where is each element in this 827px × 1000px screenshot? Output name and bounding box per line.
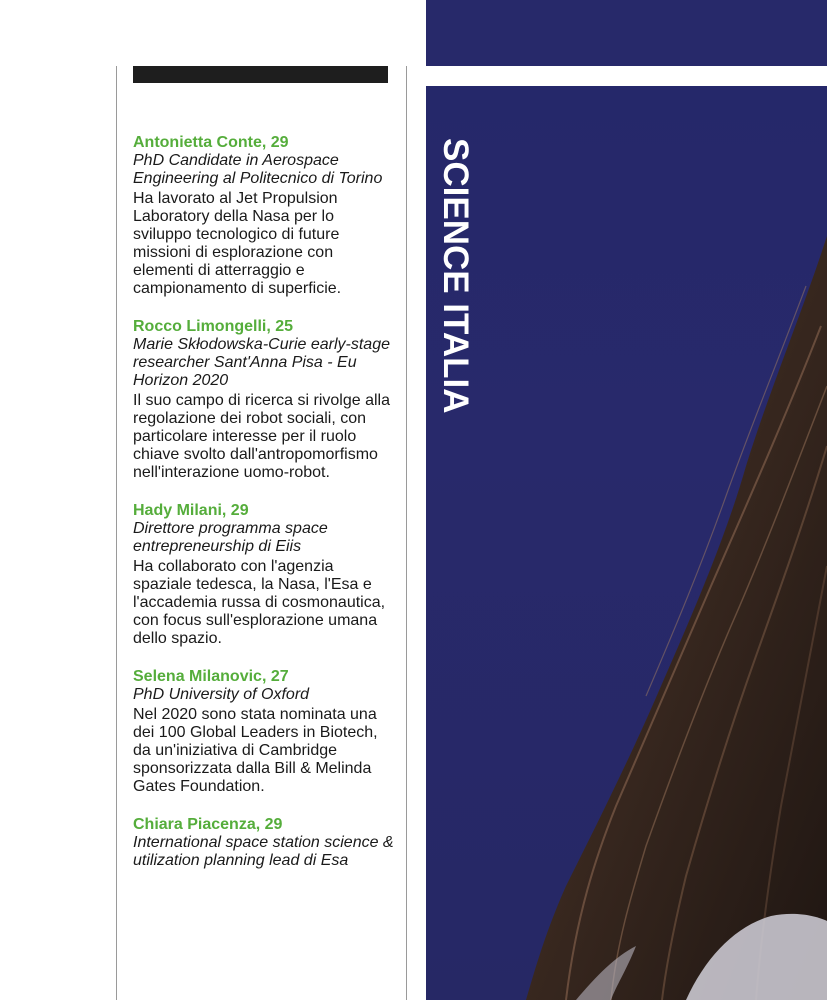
profile-item bbox=[133, 816, 395, 870]
profile-name: Chiara Piacenza, 29 bbox=[133, 816, 283, 833]
column-divider-right bbox=[406, 66, 407, 1000]
profile-role: PhD Candidate in Aerospace Engineering al Politecnico di Torino bbox=[133, 152, 383, 187]
profile-role: PhD University of Oxford bbox=[133, 686, 310, 703]
profile-item bbox=[133, 668, 395, 796]
hair-illustration bbox=[426, 86, 827, 1000]
profiles-list bbox=[133, 134, 395, 890]
section-title: SCIENCE ITALIA bbox=[436, 138, 475, 414]
profile-name: Selena Milanovic, 27 bbox=[133, 668, 289, 685]
profile-name: Antonietta Conte, 29 bbox=[133, 134, 289, 151]
profile-name: Hady Milani, 29 bbox=[133, 502, 249, 519]
portrait-photo bbox=[426, 86, 827, 1000]
profile-bio: Nel 2020 sono stata nominata una dei 100 Global Leaders in Biotech, da un'iniziativa di Cambridge sponsorizzata dalla Bill & Melinda Gates Foundation. bbox=[133, 706, 378, 795]
top-navy-strip bbox=[426, 0, 827, 66]
profile-bio: Ha lavorato al Jet Propulsion Laboratory della Nasa per lo sviluppo tecnologico di future missioni di esplorazione con elementi di atterraggio e campionamento di superficie. bbox=[133, 190, 342, 297]
profile-item bbox=[133, 318, 395, 482]
profile-item bbox=[133, 502, 395, 648]
profile-bio: Il suo campo di ricerca si rivolge alla regolazione dei robot sociali, con particolare interesse per il ruolo chiave svolto dall'antropomorfismo nell'interazione uomo-robot. bbox=[133, 392, 390, 481]
profile-bio: Ha collaborato con l'agenzia spaziale tedesca, la Nasa, l'Esa e l'accademia russa di cosmonautica, con focus sull'esplorazione umana dello spazio. bbox=[133, 558, 386, 647]
column-divider-left bbox=[116, 66, 117, 1000]
profile-item bbox=[133, 134, 395, 298]
profile-role: Direttore programma space entrepreneurship di Eiis bbox=[133, 520, 328, 555]
profile-role: International space station science & utilization planning lead di Esa bbox=[133, 834, 394, 869]
profile-name: Rocco Limongelli, 25 bbox=[133, 318, 294, 335]
header-bar bbox=[133, 66, 388, 83]
profile-role: Marie Skłodowska-Curie early-stage researcher Sant'Anna Pisa - Eu Horizon 2020 bbox=[133, 336, 390, 389]
